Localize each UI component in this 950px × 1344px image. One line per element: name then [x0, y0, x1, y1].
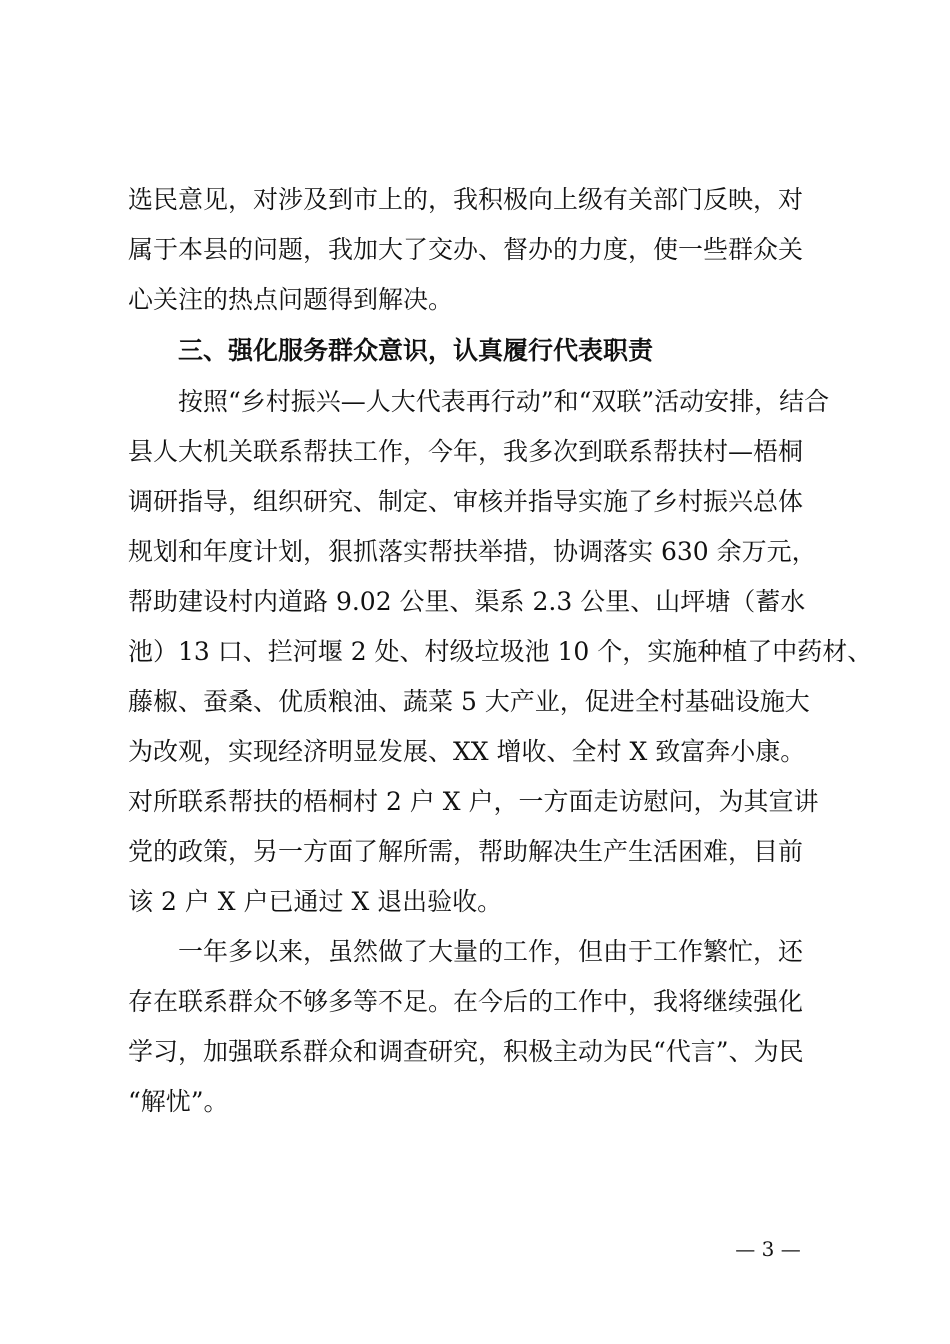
paragraph-line: 心关注的热点问题得到解决。 [128, 285, 454, 314]
paragraph-line: 县人大机关联系帮扶工作，今年，我多次到联系帮扶村—梧桐 [128, 437, 804, 466]
paragraph-line: 党的政策，另一方面了解所需，帮助解决生产生活困难，目前 [128, 837, 804, 866]
paragraph-line: 规划和年度计划，狠抓落实帮扶举措，协调落实 630 余万元， [128, 537, 817, 566]
paragraph-line: “解忧”。 [128, 1087, 229, 1116]
paragraph-line: 属于本县的问题，我加大了交办、督办的力度，使一些群众关 [128, 235, 804, 264]
paragraph-line: 该 2 户 X 户已通过 X 退出验收。 [128, 887, 503, 916]
paragraph-line: 为改观，实现经济明显发展、XX 增收、全村 X 致富奔小康。 [128, 737, 806, 766]
section-heading: 三、强化服务群众意识，认真履行代表职责 [178, 336, 654, 365]
paragraph-line: 一年多以来，虽然做了大量的工作，但由于工作繁忙，还 [178, 937, 804, 966]
paragraph-line: 按照“乡村振兴—人大代表再行动”和“双联”活动安排，结合 [178, 387, 830, 416]
paragraph-line: 池）13 口、拦河堰 2 处、村级垃圾池 10 个，实施种植了中药材、 [128, 637, 873, 666]
paragraph-line: 帮助建设村内道路 9.02 公里、渠系 2.3 公里、山坪塘（蓄水 [128, 587, 806, 616]
page-number: — 3 — [735, 1237, 801, 1261]
paragraph-line: 藤椒、蚕桑、优质粮油、蔬菜 5 大产业，促进全村基础设施大 [128, 687, 810, 716]
paragraph-line: 对所联系帮扶的梧桐村 2 户 X 户，一方面走访慰问，为其宣讲 [128, 787, 819, 816]
paragraph-line: 选民意见，对涉及到市上的，我积极向上级有关部门反映，对 [128, 185, 804, 214]
paragraph-line: 学习，加强联系群众和调查研究，积极主动为民“代言”、为民 [128, 1037, 804, 1066]
paragraph-line: 调研指导，组织研究、制定、审核并指导实施了乡村振兴总体 [128, 487, 804, 516]
paragraph-line: 存在联系群众不够多等不足。在今后的工作中，我将继续强化 [128, 987, 804, 1016]
